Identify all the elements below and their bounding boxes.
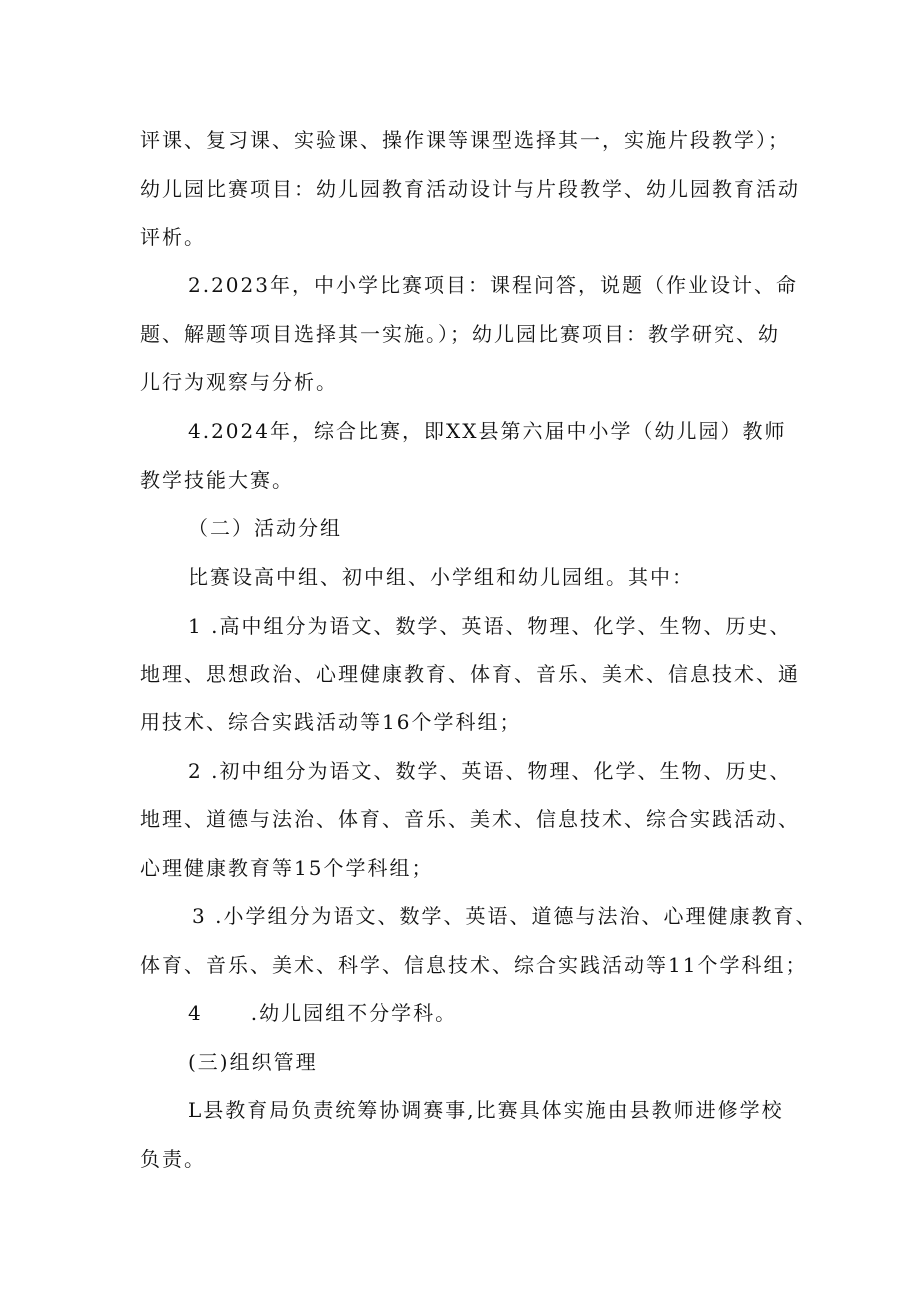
list-item-line: 3 .小学组分为语文、数学、英语、道德与法治、心理健康教育、 (192, 904, 818, 928)
list-item-line: 心理健康教育等15个学科组； (140, 856, 434, 880)
list-item-line: 体育、音乐、美术、科学、信息技术、综合实践活动等11个学科组； (140, 953, 808, 977)
list-item-line (188, 1000, 457, 1026)
paragraph-line: 负责。 (140, 1147, 206, 1171)
paragraph-line: 评课、复习课、实验课、操作课等课型选择其一，实施片段教学）； (140, 128, 790, 152)
paragraph-line: 比赛设高中组、初中组、小学组和幼儿园组。其中： (188, 565, 694, 589)
section-heading: （二）活动分组 (188, 516, 342, 540)
list-item-line: 1 .高中组分为语文、数学、英语、物理、化学、生物、历史、 (188, 614, 792, 638)
section-heading: (三)组织管理 (188, 1050, 318, 1074)
paragraph-line: 2.2023年，中小学比赛项目：课程问答，说题（作业设计、命 (188, 273, 798, 297)
paragraph-line: 题、解题等项目选择其一实施。）；幼儿园比赛项目：教学研究、幼 (140, 322, 780, 346)
list-number: 4 (188, 1001, 203, 1025)
list-item-line: 地理、道德与法治、体育、音乐、美术、信息技术、综合实践活动、 (140, 807, 800, 831)
paragraph-line: 儿行为观察与分析。 (140, 370, 338, 394)
paragraph-line: 4.2024年，综合比赛，即XX县第六届中小学（幼儿园）教师 (188, 419, 787, 443)
paragraph-line: 评析。 (140, 225, 206, 249)
list-item-line: 2 .初中组分为语文、数学、英语、物理、化学、生物、历史、 (188, 759, 792, 783)
list-item-line: 用技术、综合实践活动等16个学科组； (140, 710, 522, 734)
paragraph-line: 幼儿园比赛项目：幼儿园教育活动设计与片段教学、幼儿园教育活动 (140, 177, 800, 201)
list-text: .幼儿园组不分学科。 (250, 1001, 458, 1025)
paragraph-line: L县教育局负责统筹协调赛事,比赛具体实施由县教师进修学校 (188, 1098, 784, 1122)
paragraph-line: 教学技能大赛。 (140, 468, 294, 492)
list-item-line: 地理、思想政治、心理健康教育、体育、音乐、美术、信息技术、通 (140, 662, 800, 686)
